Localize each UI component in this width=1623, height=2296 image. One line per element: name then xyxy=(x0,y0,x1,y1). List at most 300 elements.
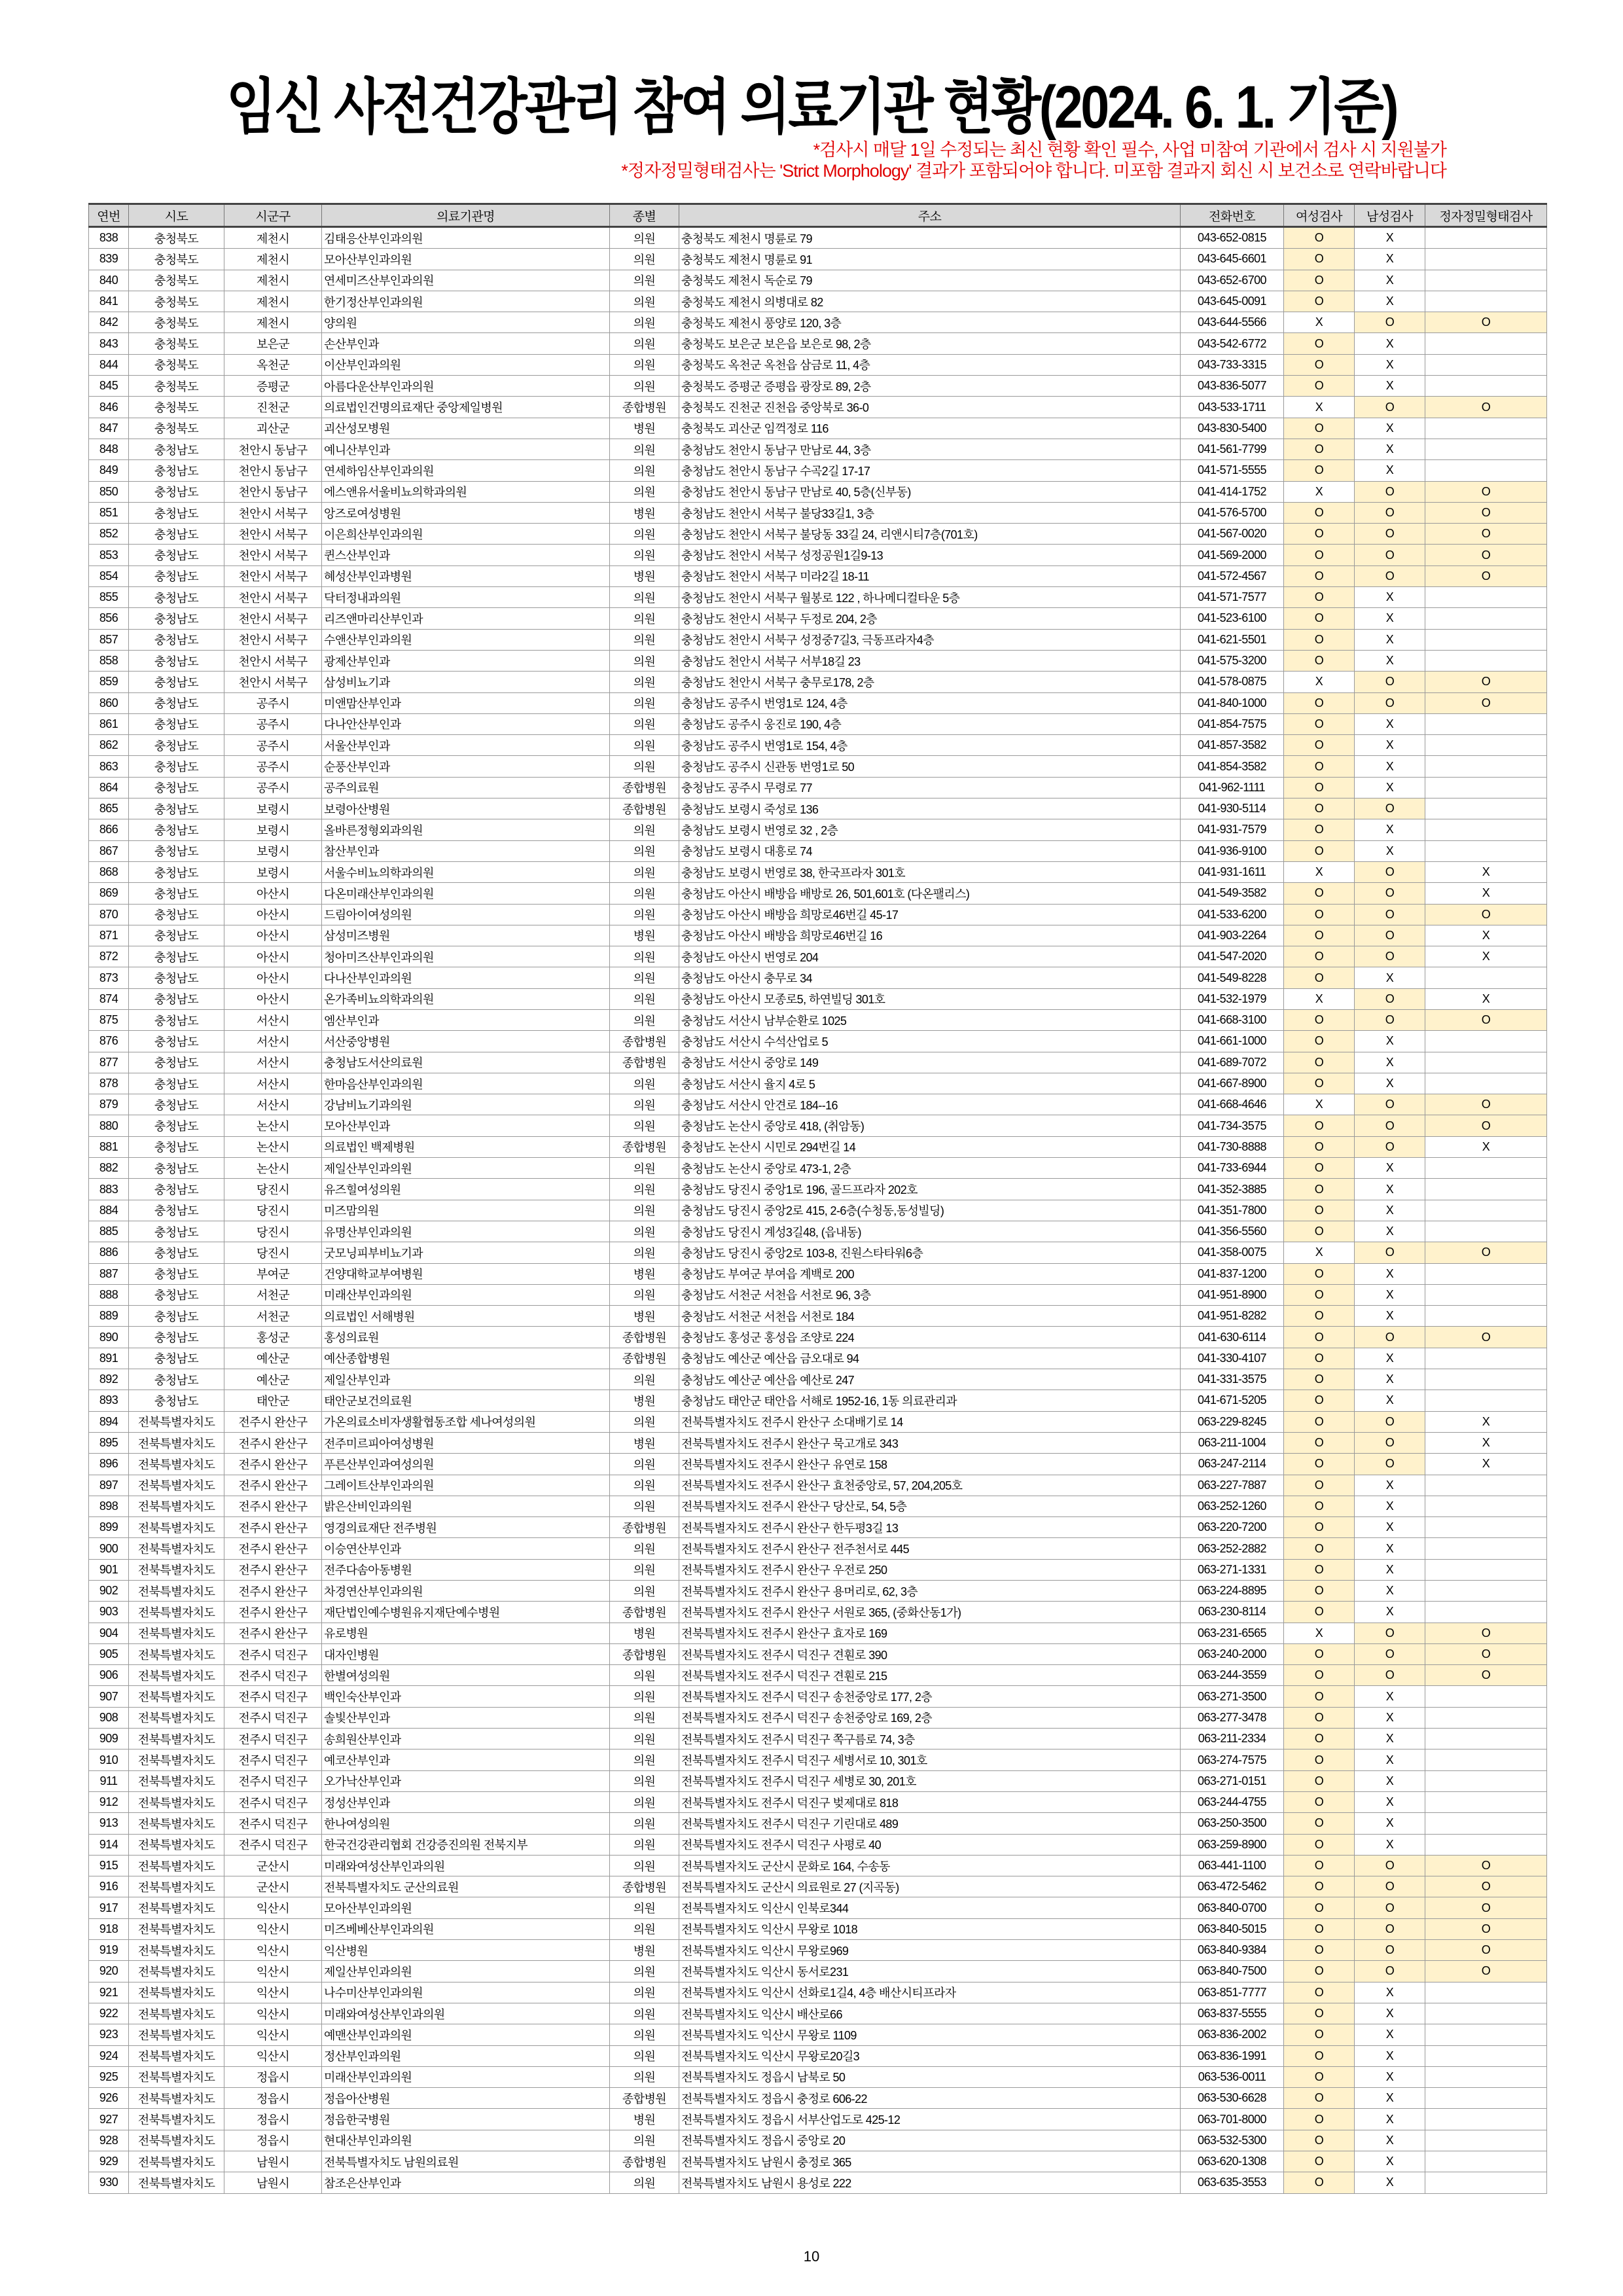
table-row xyxy=(89,333,1547,354)
cell-phone: 063-244-4755 xyxy=(1181,1791,1284,1812)
cell-female-test: O xyxy=(1284,1284,1355,1305)
cell-district: 증평군 xyxy=(224,376,322,397)
cell-male-test: O xyxy=(1355,1940,1425,1961)
cell-sperm-morphology-test: O xyxy=(1425,481,1547,502)
table-row xyxy=(89,1411,1547,1432)
table-row xyxy=(89,1918,1547,1939)
cell-province: 충청북도 xyxy=(129,227,224,249)
cell-institution-name: 가온의료소비자생활협동조합 세나여성의원 xyxy=(322,1411,610,1432)
cell-female-test: O xyxy=(1284,1348,1355,1369)
cell-institution-name: 유로병원 xyxy=(322,1623,610,1643)
cell-male-test: O xyxy=(1355,925,1425,946)
cell-row-number: 840 xyxy=(89,270,129,291)
cell-female-test: O xyxy=(1284,967,1355,988)
cell-phone: 043-533-1711 xyxy=(1181,397,1284,418)
cell-phone: 041-931-1611 xyxy=(1181,861,1284,882)
cell-row-number: 882 xyxy=(89,1158,129,1179)
cell-institution-type: 병원 xyxy=(610,1432,679,1453)
cell-row-number: 886 xyxy=(89,1242,129,1263)
cell-male-test: X xyxy=(1355,270,1425,291)
cell-row-number: 902 xyxy=(89,1581,129,1602)
cell-female-test: O xyxy=(1284,1770,1355,1791)
cell-phone: 041-661-1000 xyxy=(1181,1031,1284,1052)
cell-male-test: O xyxy=(1355,1623,1425,1643)
table-row xyxy=(89,1643,1547,1664)
cell-province: 전북특별자치도 xyxy=(129,2003,224,2024)
table-row xyxy=(89,1009,1547,1030)
cell-male-test: X xyxy=(1355,2066,1425,2087)
cell-sperm-morphology-test xyxy=(1425,2003,1547,2024)
cell-sperm-morphology-test: O xyxy=(1425,1940,1547,1961)
table-row xyxy=(89,1813,1547,1834)
cell-district: 제천시 xyxy=(224,227,322,249)
cell-address: 충청북도 제천시 명륜로 91 xyxy=(679,249,1181,270)
cell-sperm-morphology-test xyxy=(1425,1581,1547,1602)
cell-row-number: 923 xyxy=(89,2024,129,2045)
cell-institution-name: 제일산부인과 xyxy=(322,1369,610,1390)
cell-institution-type: 의원 xyxy=(610,1115,679,1136)
cell-female-test: O xyxy=(1284,565,1355,586)
cell-institution-name: 연세미즈산부인과의원 xyxy=(322,270,610,291)
cell-female-test: O xyxy=(1284,1369,1355,1390)
cell-row-number: 897 xyxy=(89,1475,129,1496)
cell-district: 진천군 xyxy=(224,397,322,418)
cell-female-test: O xyxy=(1284,1390,1355,1411)
cell-province: 충청남도 xyxy=(129,460,224,481)
cell-province: 충청북도 xyxy=(129,270,224,291)
cell-row-number: 838 xyxy=(89,227,129,249)
cell-institution-name: 솔빛산부인과 xyxy=(322,1707,610,1728)
cell-row-number: 865 xyxy=(89,798,129,819)
cell-institution-type: 의원 xyxy=(610,291,679,312)
cell-row-number: 922 xyxy=(89,2003,129,2024)
cell-row-number: 875 xyxy=(89,1009,129,1030)
table-row xyxy=(89,1665,1547,1686)
cell-sperm-morphology-test xyxy=(1425,354,1547,375)
cell-institution-name: 건양대학교부여병원 xyxy=(322,1263,610,1284)
cell-district: 천안시 서북구 xyxy=(224,672,322,692)
cell-institution-name: 한기정산부인과의원 xyxy=(322,291,610,312)
cell-address: 전북특별자치도 익산시 동서로231 xyxy=(679,1961,1181,1982)
cell-institution-name: 연세하임산부인과의원 xyxy=(322,460,610,481)
cell-female-test: O xyxy=(1284,756,1355,777)
cell-province: 충청북도 xyxy=(129,397,224,418)
cell-female-test: O xyxy=(1284,1073,1355,1094)
cell-row-number: 867 xyxy=(89,840,129,861)
cell-female-test: O xyxy=(1284,1876,1355,1897)
cell-address: 전북특별자치도 전주시 덕진구 송천중앙로 177, 2층 xyxy=(679,1686,1181,1707)
cell-male-test: X xyxy=(1355,1284,1425,1305)
cell-institution-type: 병원 xyxy=(610,1390,679,1411)
cell-female-test: O xyxy=(1284,2066,1355,2087)
cell-address: 충청북도 보은군 보은읍 보은로 98, 2층 xyxy=(679,333,1181,354)
cell-address: 충청남도 서천군 서천읍 서천로 184 xyxy=(679,1306,1181,1327)
table-row xyxy=(89,481,1547,502)
cell-district: 아산시 xyxy=(224,883,322,904)
cell-female-test: O xyxy=(1284,587,1355,608)
table-row xyxy=(89,2088,1547,2109)
cell-row-number: 924 xyxy=(89,2045,129,2066)
cell-institution-type: 의원 xyxy=(610,819,679,840)
cell-row-number: 851 xyxy=(89,502,129,523)
cell-province: 전북특별자치도 xyxy=(129,1538,224,1559)
cell-row-number: 844 xyxy=(89,354,129,375)
cell-male-test: O xyxy=(1355,1876,1425,1897)
cell-province: 충청남도 xyxy=(129,713,224,734)
cell-institution-name: 에스앤유서울비뇨의학과의원 xyxy=(322,481,610,502)
cell-institution-name: 청아미즈산부인과의원 xyxy=(322,946,610,967)
cell-phone: 041-931-7579 xyxy=(1181,819,1284,840)
cell-district: 익산시 xyxy=(224,1961,322,1982)
cell-sperm-morphology-test xyxy=(1425,1221,1547,1242)
cell-address: 충청북도 제천시 풍양로 120, 3층 xyxy=(679,312,1181,333)
cell-female-test: O xyxy=(1284,376,1355,397)
cell-province: 충청남도 xyxy=(129,1136,224,1157)
cell-row-number: 870 xyxy=(89,904,129,925)
cell-sperm-morphology-test xyxy=(1425,249,1547,270)
cell-male-test: X xyxy=(1355,1982,1425,2003)
cell-institution-type: 의원 xyxy=(610,1009,679,1030)
cell-institution-type: 의원 xyxy=(610,756,679,777)
cell-district: 익산시 xyxy=(224,1940,322,1961)
cell-institution-type: 병원 xyxy=(610,565,679,586)
cell-district: 천안시 서북구 xyxy=(224,608,322,629)
cell-province: 전북특별자치도 xyxy=(129,2045,224,2066)
cell-male-test: X xyxy=(1355,777,1425,798)
cell-female-test: O xyxy=(1284,650,1355,671)
cell-row-number: 908 xyxy=(89,1707,129,1728)
cell-institution-name: 한나여성의원 xyxy=(322,1813,610,1834)
cell-province: 충청남도 xyxy=(129,1390,224,1411)
cell-female-test: O xyxy=(1284,1306,1355,1327)
cell-row-number: 906 xyxy=(89,1665,129,1686)
cell-phone: 063-229-8245 xyxy=(1181,1411,1284,1432)
cell-institution-name: 제일산부인과의원 xyxy=(322,1158,610,1179)
cell-address: 충청남도 천안시 서북구 성정공원1길9-13 xyxy=(679,545,1181,565)
table-row xyxy=(89,587,1547,608)
cell-sperm-morphology-test xyxy=(1425,650,1547,671)
table-row xyxy=(89,1221,1547,1242)
cell-district: 아산시 xyxy=(224,988,322,1009)
cell-row-number: 854 xyxy=(89,565,129,586)
cell-female-test: O xyxy=(1284,1855,1355,1876)
table-row xyxy=(89,861,1547,882)
cell-district: 정읍시 xyxy=(224,2109,322,2130)
cell-row-number: 878 xyxy=(89,1073,129,1094)
cell-institution-name: 한마음산부인과의원 xyxy=(322,1073,610,1094)
cell-sperm-morphology-test xyxy=(1425,756,1547,777)
cell-address: 전북특별자치도 익산시 배산로66 xyxy=(679,2003,1181,2024)
cell-male-test: X xyxy=(1355,1179,1425,1200)
table-row xyxy=(89,1306,1547,1327)
cell-sperm-morphology-test xyxy=(1425,333,1547,354)
table-row xyxy=(89,777,1547,798)
cell-row-number: 864 xyxy=(89,777,129,798)
cell-female-test: X xyxy=(1284,481,1355,502)
cell-row-number: 901 xyxy=(89,1559,129,1580)
cell-male-test: X xyxy=(1355,2109,1425,2130)
cell-institution-type: 의원 xyxy=(610,1749,679,1770)
cell-female-test: O xyxy=(1284,1052,1355,1073)
cell-institution-name: 공주의료원 xyxy=(322,777,610,798)
cell-institution-type: 의원 xyxy=(610,1982,679,2003)
cell-address: 충청남도 공주시 번영1로 124, 4층 xyxy=(679,692,1181,713)
cell-male-test: O xyxy=(1355,798,1425,819)
cell-male-test: O xyxy=(1355,1665,1425,1686)
cell-phone: 041-951-8282 xyxy=(1181,1306,1284,1327)
table-row xyxy=(89,967,1547,988)
cell-province: 충청남도 xyxy=(129,967,224,988)
cell-row-number: 904 xyxy=(89,1623,129,1643)
cell-district: 전주시 덕진구 xyxy=(224,1707,322,1728)
cell-row-number: 869 xyxy=(89,883,129,904)
cell-sperm-morphology-test: X xyxy=(1425,883,1547,904)
cell-sperm-morphology-test xyxy=(1425,1200,1547,1221)
cell-female-test: O xyxy=(1284,1834,1355,1855)
cell-address: 충청남도 천안시 서북구 미라2길 18-11 xyxy=(679,565,1181,586)
cell-male-test: X xyxy=(1355,840,1425,861)
cell-male-test: X xyxy=(1355,1813,1425,1834)
table-row xyxy=(89,1559,1547,1580)
table-row xyxy=(89,1897,1547,1918)
cell-phone: 063-227-7887 xyxy=(1181,1475,1284,1496)
cell-phone: 043-652-0815 xyxy=(1181,227,1284,249)
cell-address: 충청남도 서산시 중앙로 149 xyxy=(679,1052,1181,1073)
cell-province: 충청남도 xyxy=(129,545,224,565)
cell-district: 부여군 xyxy=(224,1263,322,1284)
cell-female-test: X xyxy=(1284,988,1355,1009)
cell-address: 충청남도 예산군 예산읍 금오대로 94 xyxy=(679,1348,1181,1369)
cell-address: 전북특별자치도 전주시 완산구 효천중앙로, 57, 204,205호 xyxy=(679,1475,1181,1496)
cell-phone: 041-356-5560 xyxy=(1181,1221,1284,1242)
cell-sperm-morphology-test: X xyxy=(1425,925,1547,946)
table-row xyxy=(89,1031,1547,1052)
column-header-phone: 전화번호 xyxy=(1181,204,1284,227)
cell-province: 전북특별자치도 xyxy=(129,2151,224,2172)
cell-row-number: 896 xyxy=(89,1454,129,1475)
cell-institution-type: 의원 xyxy=(610,376,679,397)
cell-district: 서천군 xyxy=(224,1284,322,1305)
cell-address: 충청남도 서천군 서천읍 서천로 96, 3층 xyxy=(679,1284,1181,1305)
cell-phone: 041-689-7072 xyxy=(1181,1052,1284,1073)
cell-female-test: O xyxy=(1284,1729,1355,1749)
cell-address: 충청북도 진천군 진천읍 중앙북로 36-0 xyxy=(679,397,1181,418)
cell-address: 전북특별자치도 전주시 덕진구 벚제대로 818 xyxy=(679,1791,1181,1812)
cell-institution-type: 의원 xyxy=(610,904,679,925)
cell-male-test: X xyxy=(1355,2088,1425,2109)
cell-institution-name: 수앤산부인과의원 xyxy=(322,629,610,650)
table-row xyxy=(89,1242,1547,1263)
cell-address: 충청남도 당진시 중앙1로 196, 골드프라자 202호 xyxy=(679,1179,1181,1200)
cell-sperm-morphology-test xyxy=(1425,587,1547,608)
cell-province: 전북특별자치도 xyxy=(129,1475,224,1496)
table-row xyxy=(89,925,1547,946)
cell-phone: 043-645-0091 xyxy=(1181,291,1284,312)
cell-phone: 041-533-6200 xyxy=(1181,904,1284,925)
cell-phone: 063-530-6628 xyxy=(1181,2088,1284,2109)
cell-female-test: X xyxy=(1284,672,1355,692)
cell-district: 논산시 xyxy=(224,1115,322,1136)
cell-sperm-morphology-test xyxy=(1425,840,1547,861)
table-row xyxy=(89,418,1547,439)
cell-row-number: 883 xyxy=(89,1179,129,1200)
table-row xyxy=(89,270,1547,291)
cell-row-number: 887 xyxy=(89,1263,129,1284)
cell-female-test: O xyxy=(1284,1581,1355,1602)
cell-sperm-morphology-test: O xyxy=(1425,904,1547,925)
cell-male-test: X xyxy=(1355,629,1425,650)
table-row xyxy=(89,2172,1547,2193)
cell-female-test: O xyxy=(1284,2130,1355,2151)
cell-female-test: O xyxy=(1284,1009,1355,1030)
table-row xyxy=(89,1749,1547,1770)
cell-phone: 063-836-2002 xyxy=(1181,2024,1284,2045)
cell-row-number: 894 xyxy=(89,1411,129,1432)
cell-institution-name: 미래와여성산부인과의원 xyxy=(322,1855,610,1876)
table-row xyxy=(89,1623,1547,1643)
cell-district: 공주시 xyxy=(224,713,322,734)
cell-row-number: 898 xyxy=(89,1496,129,1516)
cell-row-number: 859 xyxy=(89,672,129,692)
cell-row-number: 849 xyxy=(89,460,129,481)
cell-institution-type: 종합병원 xyxy=(610,777,679,798)
cell-row-number: 910 xyxy=(89,1749,129,1770)
cell-institution-type: 병원 xyxy=(610,1940,679,1961)
cell-phone: 063-836-1991 xyxy=(1181,2045,1284,2066)
cell-male-test: X xyxy=(1355,2024,1425,2045)
cell-phone: 041-575-3200 xyxy=(1181,650,1284,671)
table-row xyxy=(89,1115,1547,1136)
cell-institution-name: 닥터정내과의원 xyxy=(322,587,610,608)
table-row xyxy=(89,1094,1547,1115)
cell-phone: 041-572-4567 xyxy=(1181,565,1284,586)
cell-sperm-morphology-test: O xyxy=(1425,1876,1547,1897)
cell-male-test: X xyxy=(1355,1686,1425,1707)
cell-address: 충청남도 아산시 배방읍 희망로46번길 16 xyxy=(679,925,1181,946)
cell-female-test: O xyxy=(1284,692,1355,713)
cell-row-number: 888 xyxy=(89,1284,129,1305)
cell-row-number: 915 xyxy=(89,1855,129,1876)
cell-district: 보은군 xyxy=(224,333,322,354)
cell-institution-type: 의원 xyxy=(610,1475,679,1496)
cell-address: 충청남도 당진시 중앙2로 103-8, 진원스타타워6층 xyxy=(679,1242,1181,1263)
cell-institution-type: 의원 xyxy=(610,2003,679,2024)
cell-province: 충청북도 xyxy=(129,376,224,397)
table-row xyxy=(89,1454,1547,1475)
cell-sperm-morphology-test xyxy=(1425,376,1547,397)
cell-phone: 041-668-3100 xyxy=(1181,1009,1284,1030)
cell-province: 충청남도 xyxy=(129,502,224,523)
cell-institution-type: 종합병원 xyxy=(610,1876,679,1897)
table-row xyxy=(89,946,1547,967)
cell-institution-type: 의원 xyxy=(610,587,679,608)
cell-sperm-morphology-test xyxy=(1425,1707,1547,1728)
table-row xyxy=(89,1517,1547,1538)
cell-sperm-morphology-test: X xyxy=(1425,988,1547,1009)
cell-phone: 063-220-7200 xyxy=(1181,1517,1284,1538)
cell-male-test: X xyxy=(1355,756,1425,777)
cell-female-test: O xyxy=(1284,2003,1355,2024)
cell-institution-name: 괴산성모병원 xyxy=(322,418,610,439)
cell-male-test: O xyxy=(1355,1009,1425,1030)
cell-province: 전북특별자치도 xyxy=(129,1918,224,1939)
cell-institution-name: 다나산부인과의원 xyxy=(322,967,610,988)
cell-female-test: O xyxy=(1284,545,1355,565)
cell-phone: 063-837-5555 xyxy=(1181,2003,1284,2024)
cell-phone: 041-730-8888 xyxy=(1181,1136,1284,1157)
cell-institution-type: 의원 xyxy=(610,1770,679,1791)
cell-institution-type: 의원 xyxy=(610,1897,679,1918)
cell-district: 공주시 xyxy=(224,735,322,756)
cell-male-test: O xyxy=(1355,524,1425,545)
cell-sperm-morphology-test: O xyxy=(1425,524,1547,545)
cell-sperm-morphology-test xyxy=(1425,1179,1547,1200)
table-row xyxy=(89,249,1547,270)
table-row xyxy=(89,1686,1547,1707)
table-row xyxy=(89,1538,1547,1559)
cell-address: 전북특별자치도 전주시 덕진구 견훤로 390 xyxy=(679,1643,1181,1664)
cell-phone: 043-836-5077 xyxy=(1181,376,1284,397)
cell-phone: 063-247-2114 xyxy=(1181,1454,1284,1475)
cell-institution-name: 강남비뇨기과의원 xyxy=(322,1094,610,1115)
cell-institution-name: 이승연산부인과 xyxy=(322,1538,610,1559)
cell-sperm-morphology-test xyxy=(1425,1813,1547,1834)
cell-district: 논산시 xyxy=(224,1158,322,1179)
cell-address: 충청남도 보령시 번영로 38, 한국프라자 301호 xyxy=(679,861,1181,882)
cell-female-test: O xyxy=(1284,1411,1355,1432)
cell-female-test: O xyxy=(1284,1749,1355,1770)
cell-province: 전북특별자치도 xyxy=(129,1940,224,1961)
cell-phone: 041-903-2264 xyxy=(1181,925,1284,946)
cell-province: 전북특별자치도 xyxy=(129,1623,224,1643)
cell-female-test: X xyxy=(1284,1094,1355,1115)
cell-row-number: 930 xyxy=(89,2172,129,2193)
cell-province: 충청북도 xyxy=(129,333,224,354)
cell-institution-type: 의원 xyxy=(610,967,679,988)
cell-male-test: O xyxy=(1355,988,1425,1009)
cell-male-test: O xyxy=(1355,672,1425,692)
cell-province: 충청남도 xyxy=(129,1158,224,1179)
cell-sperm-morphology-test: X xyxy=(1425,861,1547,882)
notice-monthly-update: *검사시 매달 1일 수정되는 최신 현황 확인 필수, 사업 미참여 기관에서 검사 시 지원불가 xyxy=(813,140,1446,160)
cell-institution-type: 의원 xyxy=(610,1707,679,1728)
cell-institution-type: 의원 xyxy=(610,481,679,502)
cell-row-number: 913 xyxy=(89,1813,129,1834)
cell-district: 남원시 xyxy=(224,2151,322,2172)
cell-institution-name: 앙즈로여성병원 xyxy=(322,502,610,523)
cell-sperm-morphology-test: O xyxy=(1425,1855,1547,1876)
cell-province: 충청남도 xyxy=(129,1348,224,1369)
cell-address: 전북특별자치도 전주시 덕진구 사평로 40 xyxy=(679,1834,1181,1855)
cell-male-test: X xyxy=(1355,2172,1425,2193)
cell-address: 충청남도 보령시 대흥로 74 xyxy=(679,840,1181,861)
cell-institution-name: 전주다솜아동병원 xyxy=(322,1559,610,1580)
cell-male-test: X xyxy=(1355,1834,1425,1855)
cell-male-test: O xyxy=(1355,397,1425,418)
cell-male-test: X xyxy=(1355,713,1425,734)
cell-address: 전북특별자치도 정읍시 남북로 50 xyxy=(679,2066,1181,2087)
cell-male-test: X xyxy=(1355,1749,1425,1770)
cell-sperm-morphology-test: O xyxy=(1425,1242,1547,1263)
cell-phone: 063-620-1308 xyxy=(1181,2151,1284,2172)
cell-institution-name: 드림아이여성의원 xyxy=(322,904,610,925)
cell-district: 전주시 덕진구 xyxy=(224,1749,322,1770)
cell-institution-name: 삼성미즈병원 xyxy=(322,925,610,946)
cell-sperm-morphology-test: O xyxy=(1425,672,1547,692)
cell-district: 전주시 덕진구 xyxy=(224,1770,322,1791)
cell-province: 충청북도 xyxy=(129,418,224,439)
cell-institution-name: 재단법인예수병원유지재단예수병원 xyxy=(322,1602,610,1623)
